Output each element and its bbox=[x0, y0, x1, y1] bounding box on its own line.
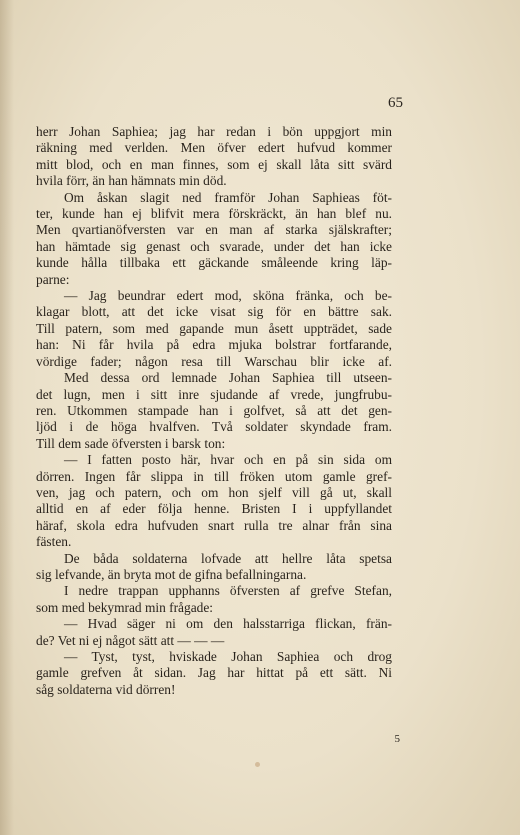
text-line: ven, jag och patern, och om hon sjelf vill gå ut, skall bbox=[36, 484, 392, 500]
text-line: häraf, skola edra hufvuden snart rulla tre alnar från sina bbox=[36, 517, 392, 533]
text-line: Om åskan slagit ned framför Johan Saphieas föt- bbox=[64, 189, 392, 205]
text-line: sig lefvande, än bryta mot de gifna befallningarna. bbox=[36, 566, 307, 582]
text-line: alltid en af eder följa henne. Bristen I i uppfyllandet bbox=[36, 501, 392, 517]
text-line: kunde hålla tillbaka ett gäckande småleende kring läp- bbox=[36, 255, 392, 271]
text-line: — Hvad säger ni om den halsstarriga flickan, frän- bbox=[64, 616, 392, 632]
text-line: vördige fader; någon resa till Warschau blir icke af. bbox=[36, 353, 392, 369]
text-line: såg soldaterna vid dörren! bbox=[36, 681, 176, 697]
text-line: ljöd i de höga hvalfven. Två soldater skyndade fram. bbox=[36, 419, 392, 435]
text-line: De båda soldaterna lofvade att hellre låta spetsa bbox=[64, 550, 392, 566]
paper-stain bbox=[255, 762, 260, 767]
text-line: det lugn, men i sitt inre sjudande af vrede, jungfrubu- bbox=[36, 386, 392, 402]
text-line: — Jag beundrar edert mod, sköna fränka, och be- bbox=[64, 288, 392, 304]
text-line: ren. Utkommen stampade han i golfvet, så att det gen- bbox=[36, 402, 392, 418]
page-number: 65 bbox=[388, 95, 403, 111]
page-body-text bbox=[36, 124, 392, 698]
text-line: — Tyst, tyst, hviskade Johan Saphiea och drog bbox=[64, 649, 392, 664]
text-line: herr Johan Saphiea; jag har redan i bön uppgjort min bbox=[36, 124, 392, 139]
text-line: Med dessa ord lemnade Johan Saphiea till utseen- bbox=[64, 370, 392, 386]
text-line: ter, kunde han ej blifvit mera förskräckt, än han blef nu. bbox=[36, 206, 392, 222]
text-line: dörren. Ingen får slippa in till fröken utom gamle gref- bbox=[36, 468, 392, 484]
text-line: hvila förr, än han hämnats min död. bbox=[36, 173, 227, 189]
text-line: klagar blott, att det icke visat sig för en bättre sak. bbox=[36, 304, 392, 320]
text-line: räkning med verlden. Men öfver edert hufvud kommer bbox=[36, 140, 392, 156]
text-line: I nedre trappan upphanns öfversten af grefve Stefan, bbox=[64, 583, 392, 599]
text-line: Till patern, som med gapande mun åsett uppträdet, sade bbox=[36, 320, 392, 336]
text-line: Till dem sade öfversten i barsk ton: bbox=[36, 435, 226, 451]
text-line: mitt blod, och en man finnes, som ej skall låta sitt svärd bbox=[36, 156, 392, 172]
text-line: som med bekymrad min frågade: bbox=[36, 599, 214, 615]
text-line: — I fatten posto här, hvar och en på sin sida om bbox=[64, 452, 392, 468]
text-line: de? Vet ni ej något sätt att — — — bbox=[36, 632, 225, 648]
text-line: han hämtade sig genast och svarade, under det han icke bbox=[36, 238, 392, 254]
text-line: parne: bbox=[36, 271, 70, 287]
text-line: han: Ni får hvila på edra mjuka bolstrar fortfarande, bbox=[36, 337, 392, 353]
signature-mark: 5 bbox=[394, 733, 400, 745]
text-line: fästen. bbox=[36, 534, 72, 550]
text-line: gamle grefven åt sidan. Jag har hittat på ett sätt. Ni bbox=[36, 665, 392, 681]
text-line: Men qvartianöfversten var en man af starka själskrafter; bbox=[36, 222, 392, 238]
